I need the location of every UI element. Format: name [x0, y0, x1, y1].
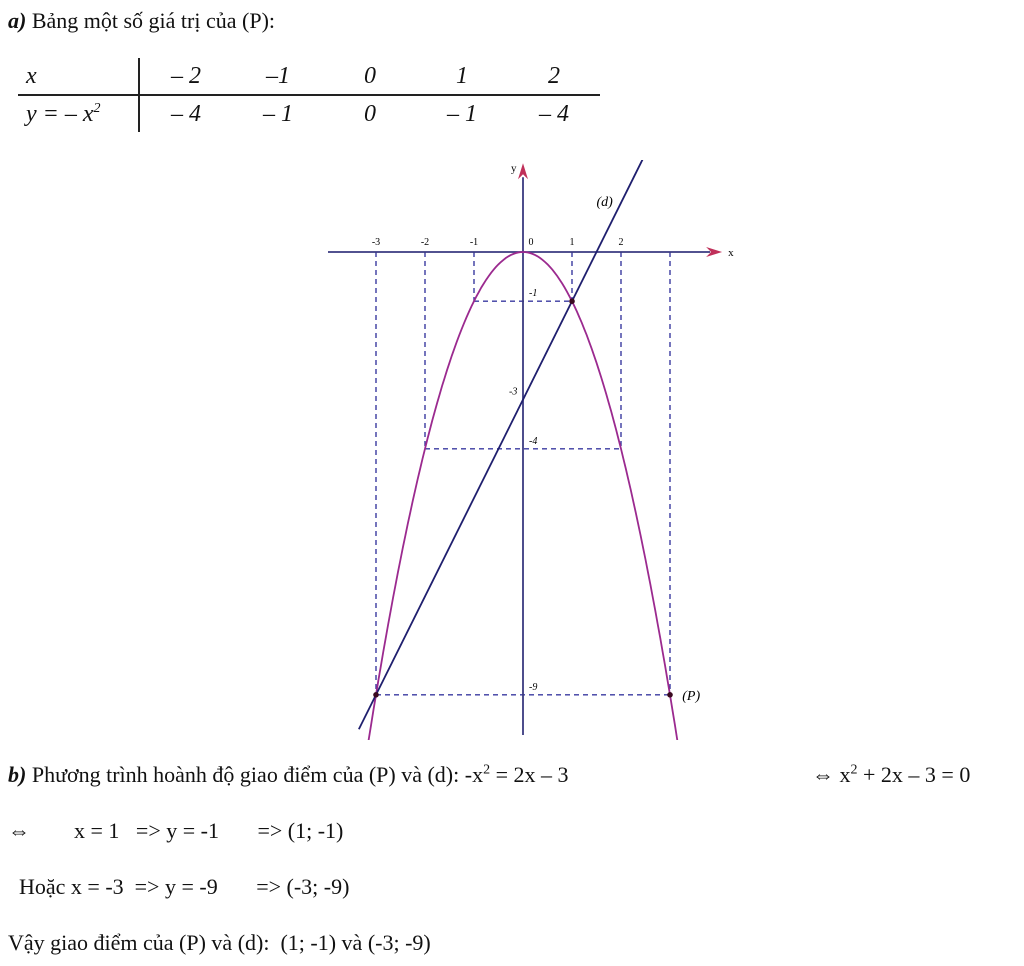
- line-d: [359, 160, 646, 729]
- table-row-y: [18, 95, 600, 132]
- table-cell: – 4: [539, 100, 569, 127]
- part-b-equiv-sup: 2: [850, 762, 858, 778]
- table-row-x: [18, 58, 600, 95]
- part-b-line2: ⇔ x = 1 => y = -1 => (1; -1): [8, 818, 344, 843]
- table-cell: 2: [508, 58, 600, 95]
- parabola-label: (P): [682, 688, 701, 704]
- y-axis-arrow-icon: [518, 163, 528, 179]
- intersection-point: [373, 692, 379, 698]
- y-tick-label: -4: [529, 435, 538, 447]
- part-b-equation-left: Phương trình hoành độ giao điểm của (P) và (d): -x: [26, 762, 484, 787]
- x-tick-label: 0: [528, 237, 534, 248]
- part-a-text: Bảng một số giá trị của (P):: [26, 8, 276, 33]
- y-tick-label: -3: [509, 386, 518, 398]
- part-b-sup: 2: [483, 762, 491, 778]
- part-b-line4: Vậy giao điểm của (P) và (d): (1; -1) và (-3; -9): [8, 930, 431, 955]
- table-cell: –1: [232, 58, 324, 95]
- part-b-equiv: [812, 762, 970, 788]
- guide-point: [667, 692, 673, 698]
- equivalence-icon: ⇔: [812, 762, 834, 787]
- y-tick-label: -1: [529, 288, 538, 300]
- x-tick-label: 1: [569, 237, 575, 248]
- y-axis-label: y: [511, 162, 517, 175]
- table-cell: – 1: [447, 100, 477, 127]
- intersection-point: [569, 298, 575, 304]
- part-a-heading: [8, 8, 275, 34]
- table-cell: 1: [416, 58, 508, 95]
- table-cell: 0: [364, 100, 376, 127]
- line-d-label: (d): [596, 194, 613, 210]
- values-table: [18, 58, 600, 132]
- x-tick-label: 2: [618, 237, 624, 248]
- table-header-y-sup: 2: [93, 100, 101, 116]
- x-tick-label: -1: [469, 237, 479, 248]
- table-cell: – 2: [139, 58, 232, 95]
- table-header-y-base: y = – x: [26, 100, 94, 127]
- part-b-equiv-base: x: [834, 762, 851, 787]
- part-b-line1: [8, 762, 569, 788]
- parabola-line-graph: [310, 160, 760, 740]
- table-header-y: [18, 95, 139, 132]
- x-tick-label: -2: [420, 237, 430, 248]
- part-b-equiv-rest: + 2x – 3 = 0: [857, 762, 971, 787]
- x-tick-label: -3: [371, 237, 381, 248]
- part-a-label: a): [8, 8, 27, 33]
- part-b-line3: Hoặc x = -3 => y = -9 => (-3; -9): [8, 874, 350, 899]
- part-b-equation-right: = 2x – 3: [490, 762, 569, 787]
- x-axis-label: x: [728, 247, 734, 259]
- table-header-x: x: [18, 58, 139, 95]
- y-tick-label: -9: [529, 681, 538, 693]
- part-b-label: b): [8, 762, 27, 787]
- table-cell: – 1: [263, 100, 293, 127]
- table-cell: 0: [324, 58, 416, 95]
- table-cell: – 4: [171, 100, 201, 127]
